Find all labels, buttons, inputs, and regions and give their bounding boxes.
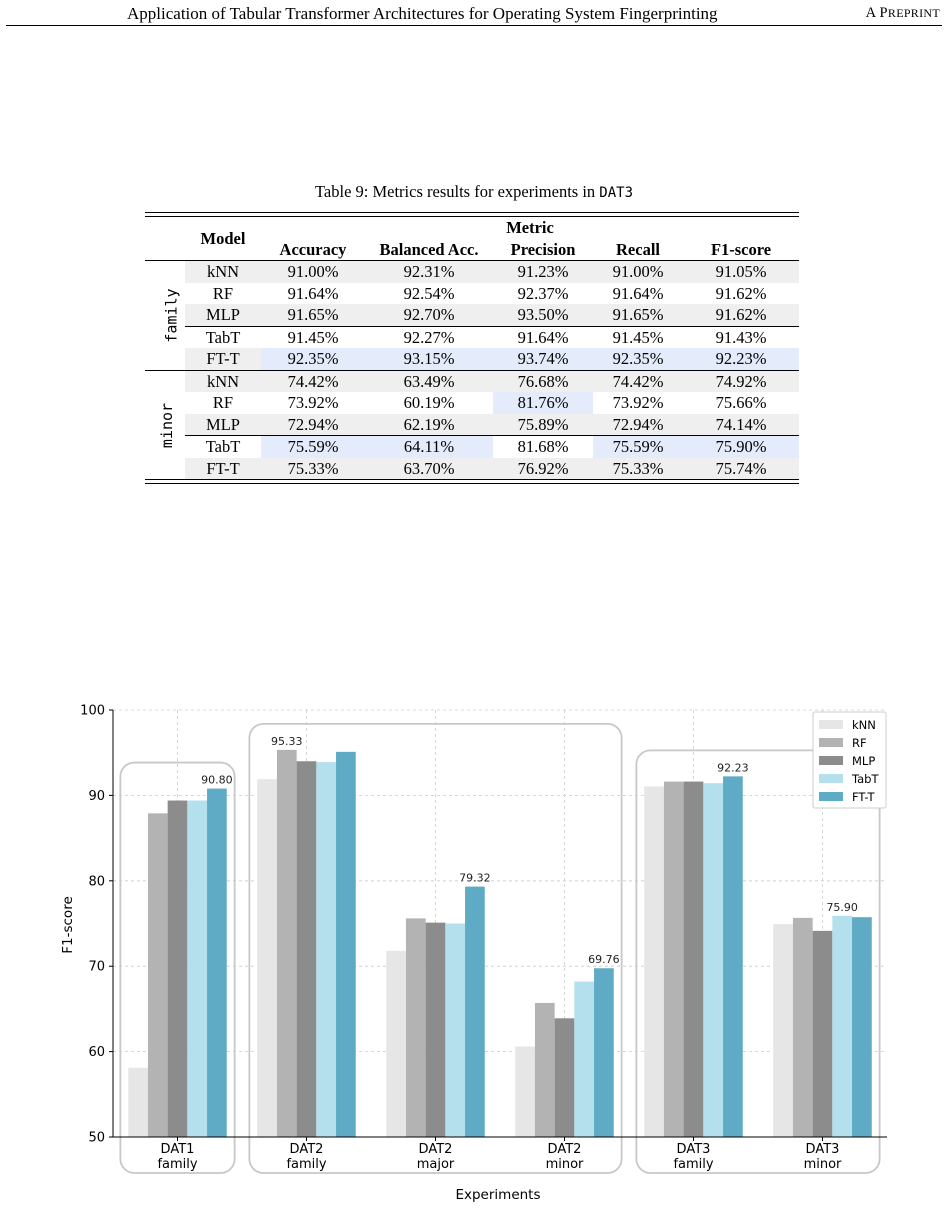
- legend-swatch: [819, 774, 843, 783]
- table-row: [145, 458, 799, 480]
- group-label: family: [162, 288, 181, 343]
- metric-cell: 91.05%: [683, 261, 799, 283]
- bar-value-label: 95.33: [271, 734, 303, 748]
- metric-cell: 60.19%: [403, 393, 455, 413]
- group-label-cell: [145, 370, 185, 479]
- metric-cell: 92.23%: [683, 348, 799, 370]
- chart-svg: [55, 700, 895, 1205]
- metric-cell: 91.64%: [493, 326, 593, 348]
- x-tick-label: family: [673, 1157, 714, 1172]
- bar-ft-t: [852, 917, 872, 1137]
- model-cell: FT-T: [185, 458, 261, 480]
- bar-tabt: [832, 916, 852, 1137]
- metric-cell: 91.64%: [612, 283, 664, 303]
- bar-rf: [535, 1003, 555, 1137]
- model-cell: TabT: [185, 326, 261, 348]
- caption-dataset: DAT3: [599, 185, 634, 201]
- x-tick-label: DAT3: [805, 1142, 840, 1157]
- bar-rf: [277, 750, 297, 1137]
- y-tick-label: 70: [88, 959, 105, 975]
- bar-value-label: 69.76: [588, 953, 620, 967]
- x-tick-label: minor: [803, 1157, 842, 1172]
- f1-score-bar-chart: [55, 700, 895, 1205]
- bar-ft-t: [207, 789, 227, 1137]
- metric-cell: 91.45%: [261, 326, 365, 348]
- column-header: Balanced Acc.: [379, 239, 479, 259]
- bar-rf: [406, 918, 426, 1137]
- y-tick-label: 90: [88, 788, 105, 804]
- metric-cell: 63.49%: [365, 370, 493, 392]
- metric-cell: 92.54%: [403, 283, 455, 303]
- bar-value-label: 90.80: [201, 773, 233, 787]
- table-caption: [0, 182, 948, 202]
- bar-ft-t: [723, 776, 743, 1137]
- metric-cell: 91.62%: [715, 283, 767, 303]
- bar-knn: [515, 1046, 535, 1137]
- bar-knn: [386, 951, 406, 1137]
- metric-cell: 81.68%: [493, 436, 593, 458]
- model-cell: MLP: [185, 414, 261, 436]
- model-cell: TabT: [185, 436, 261, 458]
- metric-cell: 93.50%: [493, 304, 593, 326]
- column-header: Recall: [616, 239, 660, 259]
- metric-cell: 91.64%: [287, 283, 339, 303]
- y-tick-label: 60: [88, 1045, 105, 1061]
- table-row: [145, 283, 799, 305]
- group-header-blank: [145, 217, 185, 239]
- x-axis-label: Experiments: [455, 1187, 541, 1203]
- legend-swatch: [819, 756, 843, 765]
- legend-label: TabT: [852, 772, 879, 786]
- metric-cell: 64.11%: [365, 436, 493, 458]
- metric-cell: 75.59%: [261, 436, 365, 458]
- metric-cell: 92.35%: [593, 348, 683, 370]
- metric-cell: 74.42%: [593, 370, 683, 392]
- bar-mlp: [813, 931, 833, 1137]
- model-cell: FT-T: [185, 348, 261, 370]
- metric-cell: 62.19%: [365, 414, 493, 436]
- metric-cell: 91.62%: [683, 304, 799, 326]
- metric-cell: 93.74%: [493, 348, 593, 370]
- bar-knn: [257, 779, 277, 1137]
- x-tick-label: DAT1: [160, 1142, 195, 1157]
- x-tick-label: family: [157, 1157, 198, 1172]
- model-cell: RF: [212, 283, 234, 303]
- legend-swatch: [819, 792, 843, 801]
- bar-knn: [773, 924, 793, 1137]
- table-row: [145, 326, 799, 348]
- metric-cell: 76.92%: [493, 458, 593, 480]
- metrics-table: [145, 217, 799, 479]
- table-bottom-rule: [145, 479, 799, 484]
- metric-cell: 92.31%: [365, 261, 493, 283]
- bar-mlp: [555, 1018, 575, 1137]
- bar-knn: [644, 786, 664, 1137]
- y-tick-label: 80: [88, 874, 105, 890]
- metric-cell: 74.92%: [683, 370, 799, 392]
- table-row: [145, 436, 799, 458]
- metric-cell: 75.33%: [261, 458, 365, 480]
- y-tick-label: 100: [80, 703, 105, 719]
- metric-cell: 92.27%: [365, 326, 493, 348]
- table-row: [145, 304, 799, 326]
- x-tick-label: major: [416, 1157, 455, 1172]
- bar-mlp: [426, 923, 446, 1137]
- model-cell: RF: [212, 393, 234, 413]
- caption-text: Table 9: Metrics results for experiments in: [314, 182, 600, 201]
- bar-ft-t: [336, 752, 356, 1137]
- group-label: minor: [158, 402, 177, 448]
- metric-cell: 91.65%: [261, 304, 365, 326]
- bar-value-label: 79.32: [459, 871, 491, 885]
- metric-cell: 72.94%: [593, 414, 683, 436]
- x-tick-label: DAT3: [676, 1142, 711, 1157]
- table-row: [145, 348, 799, 370]
- metric-cell: 92.70%: [365, 304, 493, 326]
- metric-cell: 73.92%: [612, 393, 664, 413]
- metric-cell: 75.89%: [493, 414, 593, 436]
- model-cell: MLP: [185, 304, 261, 326]
- metric-cell: 74.42%: [261, 370, 365, 392]
- y-tick-label: 50: [88, 1130, 105, 1146]
- bar-value-label: 75.90: [826, 900, 858, 914]
- metric-cell: 91.00%: [593, 261, 683, 283]
- metrics-table-wrapper: [145, 212, 799, 484]
- bar-ft-t: [594, 968, 614, 1137]
- legend-swatch: [819, 720, 843, 729]
- header-rule: [6, 25, 942, 26]
- running-title: Application of Tabular Transformer Architectures for Operating System Fingerprinting: [127, 4, 718, 23]
- column-header: Precision: [510, 239, 576, 259]
- metric-cell: 92.35%: [261, 348, 365, 370]
- bar-tabt: [574, 982, 594, 1137]
- x-tick-label: family: [286, 1157, 327, 1172]
- x-tick-label: DAT2: [547, 1142, 582, 1157]
- metric-cell: 76.68%: [493, 370, 593, 392]
- bar-mlp: [297, 761, 317, 1137]
- table-row: [145, 414, 799, 436]
- metric-cell: 63.70%: [365, 458, 493, 480]
- bar-tabt: [316, 762, 336, 1137]
- bar-mlp: [168, 801, 188, 1137]
- metric-cell: 75.66%: [715, 393, 767, 413]
- table-row: [145, 261, 799, 283]
- bar-ft-t: [465, 887, 485, 1137]
- legend-label: MLP: [852, 754, 876, 768]
- bar-tabt: [187, 801, 207, 1137]
- metric-cell: 91.65%: [593, 304, 683, 326]
- column-header: F1-score: [710, 239, 772, 259]
- column-header: Accuracy: [279, 239, 347, 259]
- model-cell: kNN: [185, 261, 261, 283]
- bar-rf: [148, 813, 168, 1137]
- metric-cell: 75.59%: [593, 436, 683, 458]
- legend-label: RF: [852, 736, 867, 750]
- bar-rf: [664, 782, 684, 1137]
- legend-label: kNN: [852, 718, 876, 732]
- metric-cell: 73.92%: [287, 393, 339, 413]
- bar-value-label: 92.23: [717, 761, 749, 775]
- bar-mlp: [684, 782, 704, 1137]
- group-header-blank-2: [145, 239, 185, 261]
- x-tick-label: DAT2: [418, 1142, 453, 1157]
- metric-cell: 91.45%: [593, 326, 683, 348]
- metric-cell: 92.37%: [517, 283, 569, 303]
- metric-cell: 72.94%: [261, 414, 365, 436]
- bar-knn: [128, 1068, 148, 1137]
- table-row: [145, 392, 799, 414]
- model-header: Model: [200, 229, 246, 248]
- legend-swatch: [819, 738, 843, 747]
- y-axis-label: F1-score: [60, 896, 76, 954]
- metric-cell: 75.74%: [683, 458, 799, 480]
- x-tick-label: DAT2: [289, 1142, 324, 1157]
- bar-rf: [793, 918, 813, 1137]
- metric-cell: 93.15%: [365, 348, 493, 370]
- page-header: [0, 0, 948, 28]
- metric-cell: 91.00%: [261, 261, 365, 283]
- model-cell: kNN: [185, 370, 261, 392]
- bar-tabt: [445, 924, 465, 1138]
- preprint-tag: A PREPRINT: [865, 5, 940, 21]
- group-label-cell: [145, 261, 185, 371]
- metric-header: Metric: [506, 218, 554, 238]
- metric-cell: 81.76%: [493, 392, 593, 414]
- x-tick-label: minor: [545, 1157, 584, 1172]
- metric-cell: 75.33%: [593, 458, 683, 480]
- metric-cell: 75.90%: [683, 436, 799, 458]
- metric-cell: 91.23%: [493, 261, 593, 283]
- metric-cell: 74.14%: [683, 414, 799, 436]
- bar-tabt: [703, 783, 723, 1137]
- table-row: [145, 370, 799, 392]
- legend-label: FT-T: [852, 790, 875, 804]
- metric-cell: 91.43%: [683, 326, 799, 348]
